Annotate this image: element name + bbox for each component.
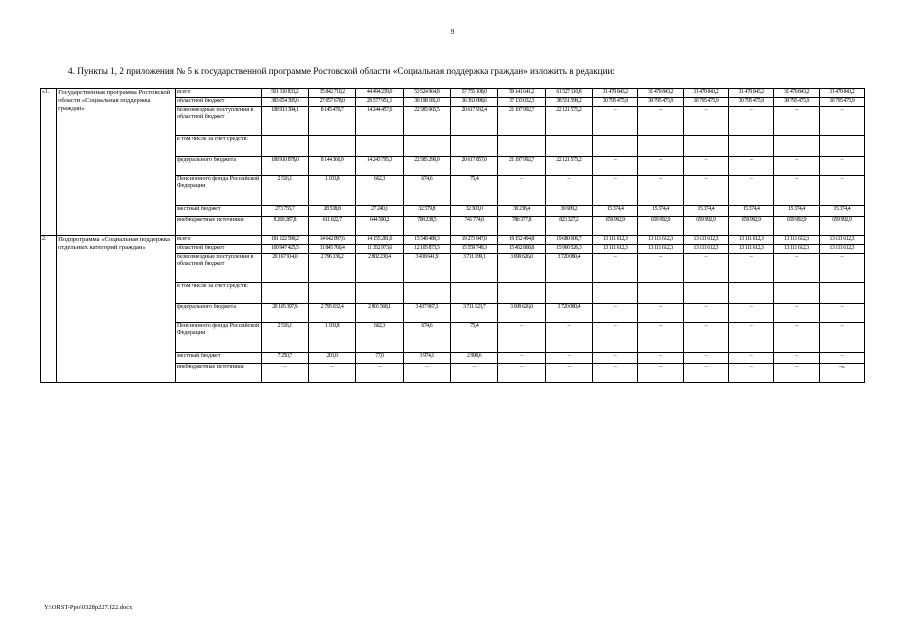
amount-cell: –: [356, 364, 403, 383]
amount-cell: [638, 283, 683, 304]
amount-cell: 13 111 612,3: [819, 245, 864, 254]
amount-cell: 31 470 843,2: [683, 89, 728, 98]
amount-cell: 75,4: [450, 323, 497, 353]
amount-cell: [683, 283, 728, 304]
amount-cell: 501 110 833,2: [261, 89, 308, 98]
amount-cell: 3 438 641,9: [403, 254, 450, 283]
funding-source: областной бюджет: [175, 245, 261, 254]
amount-cell: 15 374,4: [819, 206, 864, 217]
amount-cell: [356, 136, 403, 157]
amount-cell: [728, 136, 773, 157]
funding-source: внебюджетные источники: [175, 217, 261, 236]
amount-cell: –: [450, 364, 497, 383]
amount-cell: –: [683, 157, 728, 176]
amount-cell: [545, 136, 592, 157]
table-row: [41, 89, 865, 98]
amount-cell: 20 165 397,9: [261, 304, 308, 323]
amount-cell: –: [819, 254, 864, 283]
program-name: Подпрограмма «Социальная поддержка отдельных категорий граждан»: [57, 236, 176, 383]
amount-cell: [308, 283, 355, 304]
amount-cell: –: [638, 157, 683, 176]
amount-cell: [592, 283, 637, 304]
amount-cell: 15 374,4: [592, 206, 637, 217]
amount-cell: 3 699 626,0: [498, 254, 545, 283]
amount-cell: –: [819, 304, 864, 323]
amount-cell: 13 111 612,3: [592, 236, 637, 245]
amount-cell: –: [728, 353, 773, 364]
amount-cell: 30 795 475,9: [819, 98, 864, 107]
amount-cell: 61 527 110,8: [545, 89, 592, 98]
amount-cell: [683, 136, 728, 157]
amount-cell: 22 585 290,9: [403, 157, 450, 176]
amount-cell: 383 654 395,6: [261, 98, 308, 107]
amount-cell: –: [592, 304, 637, 323]
amount-cell: 12 105 873,3: [403, 245, 450, 254]
amount-cell: 14 642 097,6: [308, 236, 355, 245]
amount-cell: 273 755,7: [261, 206, 308, 217]
funding-source: федерального бюджета: [175, 304, 261, 323]
amount-cell: –: [683, 107, 728, 136]
amount-cell: –: [683, 364, 728, 383]
funding-source: областной бюджет: [175, 98, 261, 107]
amount-cell: 32 579,8: [403, 206, 450, 217]
amount-cell: [450, 283, 497, 304]
amount-cell: 31 470 843,2: [774, 89, 819, 98]
amount-cell: 13 111 612,3: [683, 236, 728, 245]
amount-cell: 3 720 080,4: [545, 254, 592, 283]
amount-cell: 2 998,6: [450, 353, 497, 364]
amount-cell: 22 121 575,2: [545, 157, 592, 176]
funding-source: всего: [175, 89, 261, 98]
amount-cell: –: [774, 364, 819, 383]
funding-source: в том числе за счет средств:: [175, 283, 261, 304]
amount-cell: 659 992,9: [592, 217, 637, 236]
amount-cell: –: [498, 353, 545, 364]
amount-cell: 30 238,4: [498, 206, 545, 217]
amount-cell: –: [638, 323, 683, 353]
amount-cell: 644 590,2: [356, 217, 403, 236]
amount-cell: [498, 283, 545, 304]
amount-cell: 15 374,4: [638, 206, 683, 217]
amount-cell: 13 111 612,3: [728, 245, 773, 254]
amount-cell: [545, 283, 592, 304]
amount-cell: 30 795 475,9: [592, 98, 637, 107]
amount-cell: [592, 136, 637, 157]
amount-cell: –: [403, 364, 450, 383]
amount-cell: 659 992,9: [819, 217, 864, 236]
amount-cell: –: [728, 254, 773, 283]
amount-cell: 31 470 843,2: [819, 89, 864, 98]
amount-cell: [498, 136, 545, 157]
amount-cell: –: [498, 364, 545, 383]
amount-cell: 15 452 868,8: [498, 245, 545, 254]
amount-cell: [819, 283, 864, 304]
amount-cell: 15 559 749,3: [450, 245, 497, 254]
funding-source: федерального бюджета: [175, 157, 261, 176]
amount-cell: [403, 136, 450, 157]
amount-cell: –: [728, 157, 773, 176]
amount-cell: –: [638, 107, 683, 136]
amount-cell: 741 774,0: [450, 217, 497, 236]
amount-cell: –: [774, 323, 819, 353]
amount-cell: –: [819, 323, 864, 353]
amount-cell: –: [683, 353, 728, 364]
funding-source: Пенсионного фонда Российской Федерации: [175, 176, 261, 206]
amount-cell: 31 470 843,2: [728, 89, 773, 98]
amount-cell: –: [774, 107, 819, 136]
amount-cell: 20 617 857,0: [450, 157, 497, 176]
amount-cell: –: [308, 364, 355, 383]
amount-cell: [261, 283, 308, 304]
amount-cell: –: [545, 364, 592, 383]
amount-cell: 57 755 108,0: [450, 89, 497, 98]
amount-cell: 659 992,9: [728, 217, 773, 236]
amount-cell: 31 470 843,2: [592, 89, 637, 98]
amount-cell: 1 103,8: [308, 323, 355, 353]
funding-source: Пенсионного фонда Российской Федерации: [175, 323, 261, 353]
amount-cell: 2 795 032,4: [308, 304, 355, 323]
amount-cell: 2 802 230,4: [356, 254, 403, 283]
amount-cell: –: [545, 323, 592, 353]
amount-cell: [774, 136, 819, 157]
amount-cell: [450, 136, 497, 157]
amount-cell: 3 699 626,0: [498, 304, 545, 323]
amount-cell: 13 111 612,3: [774, 236, 819, 245]
funding-source: всего: [175, 236, 261, 245]
amount-cell: [728, 283, 773, 304]
amendment-heading: 4. Пункты 1, 2 приложения № 5 к государственной программе Ростовской области «Социальная поддержка граждан» изложить в редакции:: [68, 66, 615, 76]
amount-cell: 2 516,1: [261, 176, 308, 206]
amount-cell: 2 796 136,2: [308, 254, 355, 283]
program-name: Государственная программа Ростовской области «Социальная поддержка граждан»: [57, 89, 176, 236]
funding-source: в том числе за счет средств:: [175, 136, 261, 157]
amount-cell: 28 538,8: [308, 206, 355, 217]
amount-cell: –: [728, 176, 773, 206]
amount-cell: 11 845 760,4: [308, 245, 355, 254]
amount-cell: 21 197 992,7: [498, 107, 545, 136]
amount-cell: 3 437 967,3: [403, 304, 450, 323]
amount-cell: 13 111 612,3: [683, 245, 728, 254]
amount-cell: –: [638, 353, 683, 364]
amount-cell: –: [728, 323, 773, 353]
page-number: 9: [450, 28, 455, 36]
amount-cell: –: [638, 364, 683, 383]
amount-cell: –: [774, 176, 819, 206]
amount-cell: 14 244 457,6: [356, 107, 403, 136]
amount-cell: [819, 136, 864, 157]
amount-cell: 7 250,7: [261, 353, 308, 364]
funding-source: местный бюджет: [175, 353, 261, 364]
amount-cell: 13 111 612,3: [774, 245, 819, 254]
amount-cell: –: [592, 353, 637, 364]
funding-source: местный бюджет: [175, 206, 261, 217]
amount-cell: 659 992,9: [638, 217, 683, 236]
amount-cell: 108 910 878,0: [261, 157, 308, 176]
amount-cell: 8 269 287,8: [261, 217, 308, 236]
amount-cell: 780 377,8: [498, 217, 545, 236]
amount-cell: 30 795 475,9: [774, 98, 819, 107]
amount-cell: 32 303,0: [450, 206, 497, 217]
amount-cell: [261, 136, 308, 157]
amount-cell: 611 022,7: [308, 217, 355, 236]
funding-source: внебюджетные источники: [175, 364, 261, 383]
amount-cell: 13 111 612,3: [819, 236, 864, 245]
funding-source: безвозмездные поступления в областной бюджет: [175, 254, 261, 283]
amount-cell: 14 243 795,3: [356, 157, 403, 176]
amount-cell: [403, 283, 450, 304]
amount-cell: 27 240,1: [356, 206, 403, 217]
amount-cell: 75,4: [450, 176, 497, 206]
amount-cell: 2 516,1: [261, 323, 308, 353]
amount-cell: –: [683, 304, 728, 323]
amount-cell: 13 111 612,3: [638, 236, 683, 245]
amount-cell: 2 801 568,1: [356, 304, 403, 323]
amount-cell: –: [638, 254, 683, 283]
amount-cell: –: [592, 364, 637, 383]
amount-cell: 13 111 612,3: [728, 236, 773, 245]
amount-cell: 19 152 494,8: [498, 236, 545, 245]
amount-cell: 3 711 123,7: [450, 304, 497, 323]
amount-cell: 13 111 612,3: [638, 245, 683, 254]
amount-cell: 201,0: [308, 353, 355, 364]
budget-table: [40, 88, 865, 383]
amount-cell: 37 133 032,3: [498, 98, 545, 107]
amount-cell: –: [545, 176, 592, 206]
amount-cell: [356, 283, 403, 304]
section-number: 2.: [41, 236, 57, 383]
amount-cell: 15 960 526,3: [545, 245, 592, 254]
amount-cell: –: [545, 353, 592, 364]
amount-cell: 3 720 080,4: [545, 304, 592, 323]
amount-cell: –: [592, 107, 637, 136]
amount-cell: 13 111 612,3: [592, 245, 637, 254]
amount-cell: –: [774, 304, 819, 323]
amount-cell: 30 795 475,9: [728, 98, 773, 107]
amount-cell: –: [498, 176, 545, 206]
amount-cell: 8 145 470,7: [308, 107, 355, 136]
amount-cell: 108 913 394,1: [261, 107, 308, 136]
amount-cell: 823 327,2: [545, 217, 592, 236]
amount-cell: 31 470 843,2: [638, 89, 683, 98]
amount-cell: 29 577 951,1: [356, 98, 403, 107]
amount-cell: –: [728, 107, 773, 136]
amount-cell: –: [592, 176, 637, 206]
amount-cell: –: [261, 364, 308, 383]
amount-cell: 59 141 641,2: [498, 89, 545, 98]
amount-cell: 21 197 992,7: [498, 157, 545, 176]
amount-cell: [774, 283, 819, 304]
amount-cell: 160 947 425,5: [261, 245, 308, 254]
funding-source: безвозмездные поступления в областной бюджет: [175, 107, 261, 136]
amount-cell: 659 992,9: [683, 217, 728, 236]
amount-cell: 19 273 947,0: [450, 236, 497, 245]
amount-cell: 44 494 239,0: [356, 89, 403, 98]
amount-cell: –: [728, 304, 773, 323]
amount-cell: 708 238,5: [403, 217, 450, 236]
amount-cell: –: [592, 254, 637, 283]
amount-cell: 674,6: [403, 176, 450, 206]
amount-cell: 27 057 678,0: [308, 98, 355, 107]
amount-cell: 30 795 475,9: [638, 98, 683, 107]
amount-cell: 30 198 181,0: [403, 98, 450, 107]
amount-cell: 15 374,4: [728, 206, 773, 217]
amount-cell: 20 167 914,0: [261, 254, 308, 283]
amount-cell: 662,3: [356, 323, 403, 353]
amount-cell: –: [819, 157, 864, 176]
amount-cell: 11 352 973,6: [356, 245, 403, 254]
amount-cell: –: [683, 254, 728, 283]
amount-cell: 19 680 606,7: [545, 236, 592, 245]
amount-cell: –: [728, 364, 773, 383]
amount-cell: 22 121 575,2: [545, 107, 592, 136]
amount-cell: 38 551 599,2: [545, 98, 592, 107]
table-row: [41, 236, 865, 245]
amount-cell: [308, 136, 355, 157]
amount-cell: –: [819, 107, 864, 136]
file-path-footer: Y:\ORST-Ppo\0328p227.f22.docx: [44, 604, 133, 611]
section-number: «1.: [41, 89, 57, 236]
amount-cell: 77,0: [356, 353, 403, 364]
amount-cell: 659 992,9: [774, 217, 819, 236]
amount-cell: 15 374,4: [683, 206, 728, 217]
amount-cell: –».: [819, 364, 864, 383]
amount-cell: –: [774, 254, 819, 283]
amount-cell: –: [774, 157, 819, 176]
amount-cell: –: [683, 176, 728, 206]
amount-cell: 20 617 932,4: [450, 107, 497, 136]
amount-cell: 3 711 199,1: [450, 254, 497, 283]
amount-cell: –: [819, 353, 864, 364]
amount-cell: –: [498, 323, 545, 353]
amount-cell: 30 795 475,9: [683, 98, 728, 107]
amount-cell: 14 155 281,0: [356, 236, 403, 245]
amount-cell: 181 122 590,2: [261, 236, 308, 245]
amount-cell: 35 842 710,2: [308, 89, 355, 98]
amount-cell: 36 363 098,6: [450, 98, 497, 107]
amount-cell: 30 609,2: [545, 206, 592, 217]
amount-cell: –: [683, 323, 728, 353]
amount-cell: –: [592, 323, 637, 353]
amount-cell: 3 974,1: [403, 353, 450, 364]
amount-cell: 15 548 489,3: [403, 236, 450, 245]
amount-cell: –: [774, 353, 819, 364]
amount-cell: 1 103,8: [308, 176, 355, 206]
amount-cell: [638, 136, 683, 157]
amount-cell: 15 374,4: [774, 206, 819, 217]
amount-cell: –: [638, 304, 683, 323]
amount-cell: –: [638, 176, 683, 206]
amount-cell: 8 144 366,9: [308, 157, 355, 176]
amount-cell: –: [592, 157, 637, 176]
amount-cell: 22 585 965,5: [403, 107, 450, 136]
amount-cell: 662,3: [356, 176, 403, 206]
amount-cell: 53 524 964,8: [403, 89, 450, 98]
amount-cell: –: [819, 176, 864, 206]
amount-cell: 674,6: [403, 323, 450, 353]
